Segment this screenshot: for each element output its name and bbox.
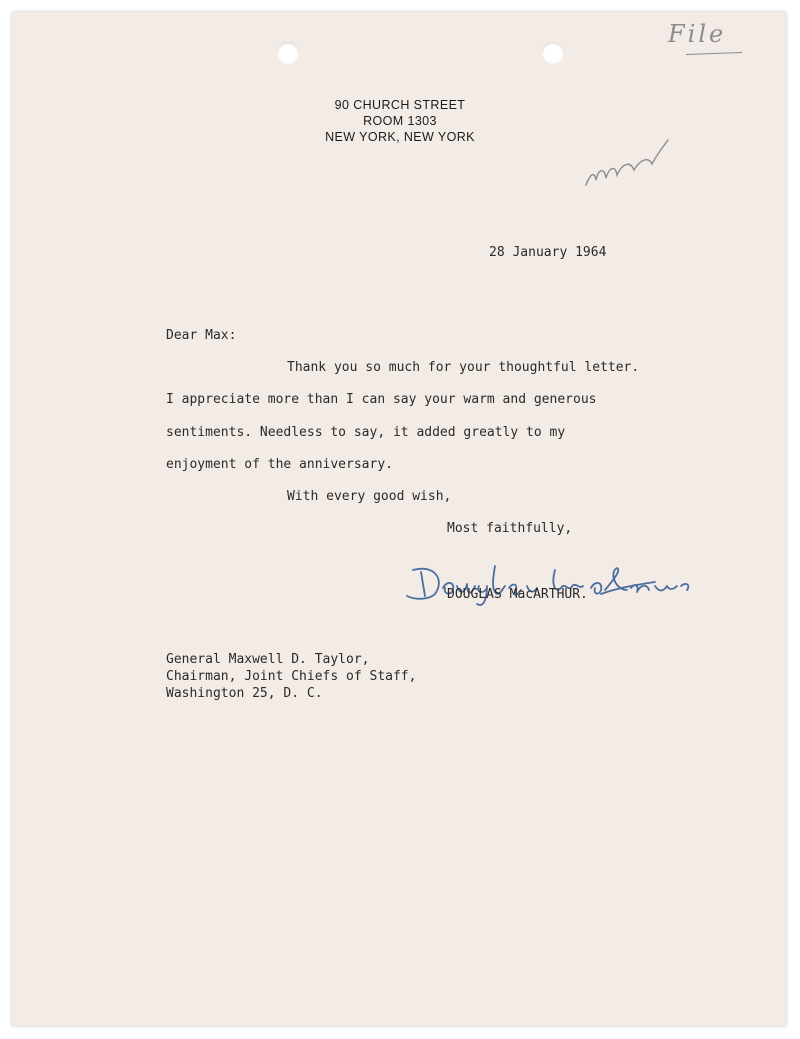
salutation: Dear Max: [166, 328, 237, 343]
recipient-line-3: Washington 25, D. C. [166, 686, 323, 701]
body-line-2: I appreciate more than I can say your warm and generous [166, 392, 597, 407]
file-annotation-underline [686, 52, 742, 55]
recipient-line-1: General Maxwell D. Taylor, [166, 652, 370, 667]
body-line-3: sentiments. Needless to say, it added greatly to my [166, 425, 566, 440]
letterhead-room: ROOM 1303 [363, 114, 437, 128]
letter-date: 28 January 1964 [489, 245, 607, 260]
typed-signer-name: DOUGLAS MacARTHUR. [447, 587, 588, 602]
body-line-4: enjoyment of the anniversary. [166, 457, 393, 472]
punch-hole-right [542, 42, 564, 64]
letterhead [300, 97, 500, 145]
body-line-1: Thank you so much for your thoughtful letter. [287, 360, 640, 375]
pencil-initials-mark [582, 130, 672, 190]
letterhead-street: 90 CHURCH STREET [334, 98, 466, 112]
letterhead-city: NEW YORK, NEW YORK [325, 130, 475, 144]
file-annotation: File [668, 20, 727, 48]
body-line-5: With every good wish, [287, 489, 452, 504]
handwritten-signature [405, 560, 695, 610]
closing: Most faithfully, [447, 521, 573, 536]
recipient-line-2: Chairman, Joint Chiefs of Staff, [166, 669, 417, 684]
letter-page [12, 12, 786, 1026]
punch-hole-left [277, 42, 299, 64]
